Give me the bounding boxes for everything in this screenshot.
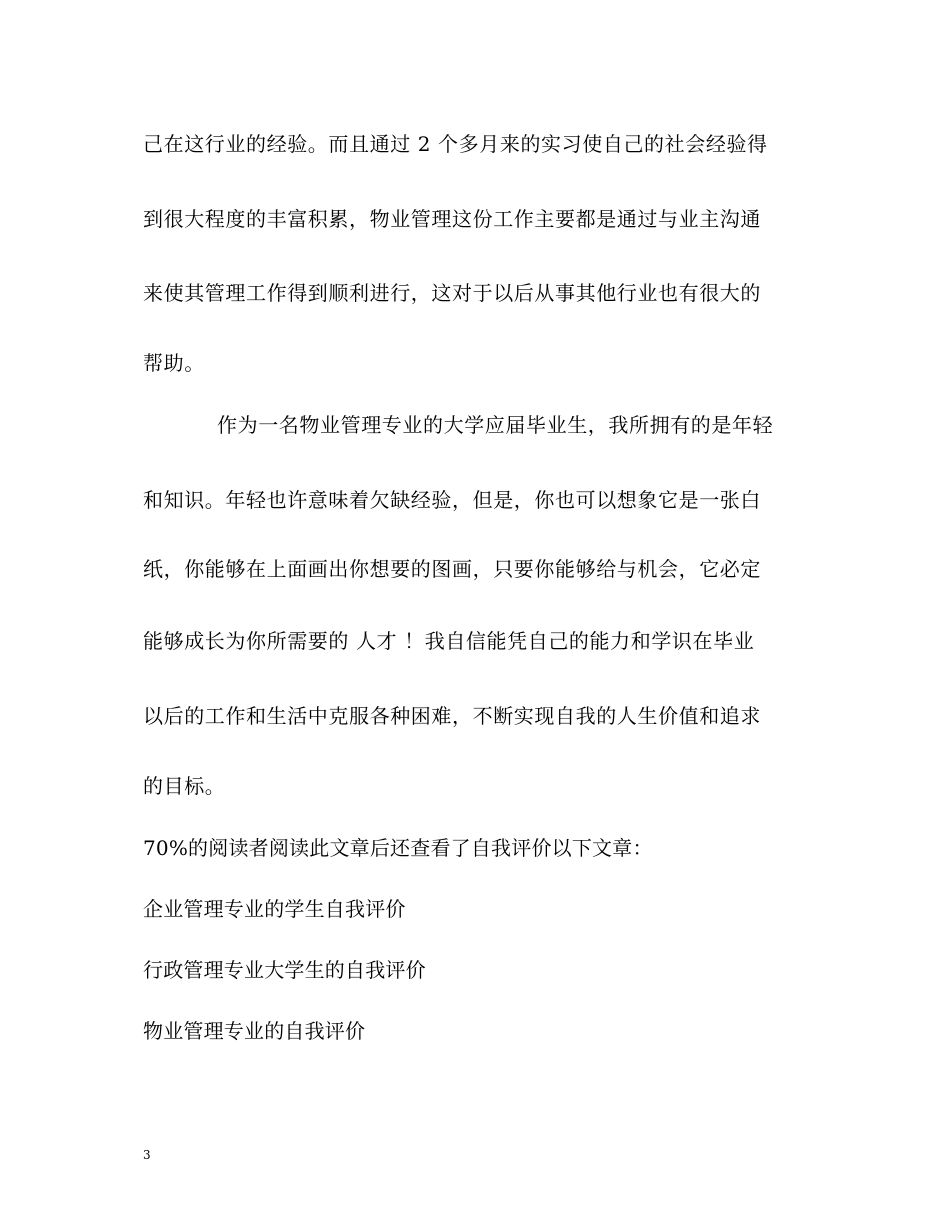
paragraph-line: 纸，你能够在上面画出你想要的图画，只要你能够给与机会，它必定 — [143, 557, 761, 581]
related-article-link[interactable]: 企业管理专业的学生自我评价 — [143, 897, 406, 921]
paragraph-line: 己在这行业的经验。而且通过 2 个多月来的实习使自己的社会经验得 — [143, 132, 768, 156]
related-article-link[interactable]: 物业管理专业的自我评价 — [143, 1019, 366, 1043]
related-intro: 70%的阅读者阅读此文章后还查看了自我评价以下文章： — [143, 836, 653, 860]
paragraph-line: 作为一名物业管理专业的大学应届毕业生，我所拥有的是年轻 — [217, 413, 774, 437]
paragraph-line: 到很大程度的丰富积累，物业管理这份工作主要都是通过与业主沟通 — [143, 207, 761, 231]
paragraph-line: 以后的工作和生活中克服各种困难，不断实现自我的人生价值和追求 — [143, 704, 761, 728]
paragraph-line: 帮助。 — [143, 351, 205, 375]
paragraph-line: 和知识。年轻也许意味着欠缺经验，但是，你也可以想象它是一张白 — [143, 488, 761, 512]
paragraph-line: 能够成长为你所需要的 人才 ！我自信能凭自己的能力和学识在毕业 — [143, 629, 755, 653]
paragraph-line: 的目标。 — [143, 774, 226, 798]
paragraph-line: 来使其管理工作得到顺利进行，这对于以后从事其他行业也有很大的 — [143, 281, 761, 305]
page-number: 3 — [143, 1148, 151, 1162]
related-article-link[interactable]: 行政管理专业大学生的自我评价 — [143, 958, 426, 982]
